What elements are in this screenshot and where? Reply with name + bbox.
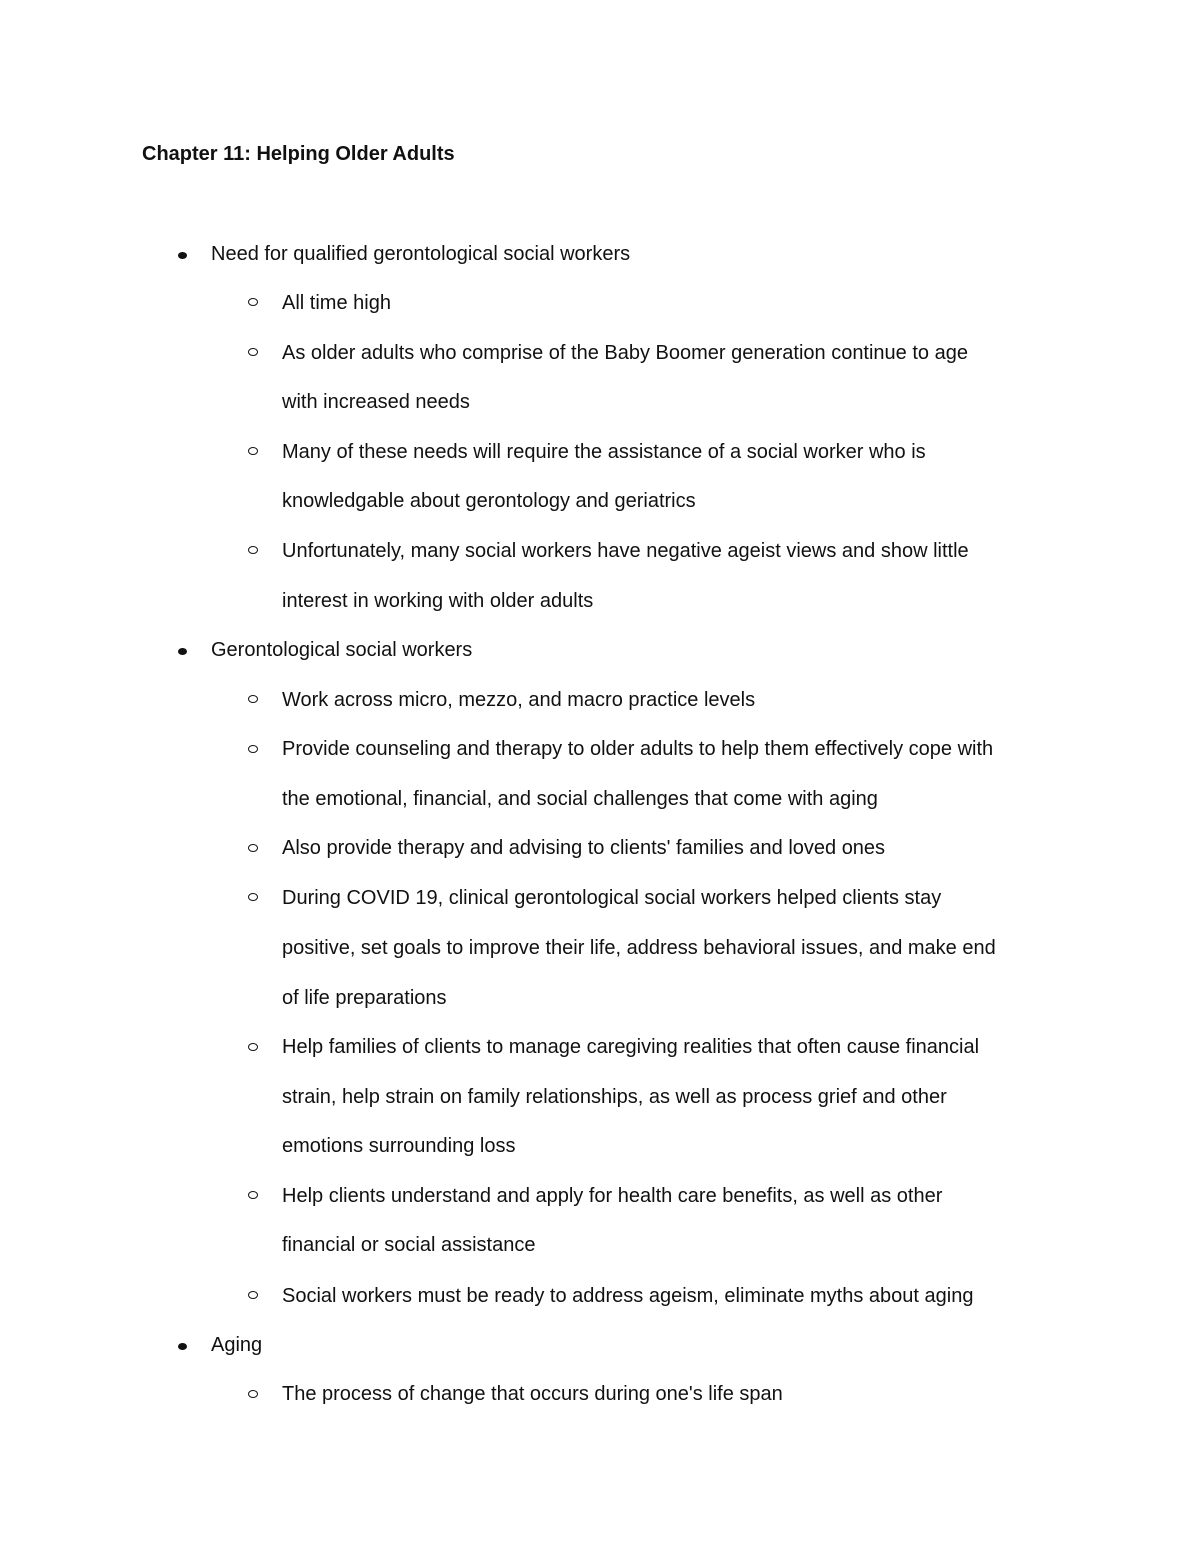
sub-bullet-icon [248, 844, 258, 852]
list-item: Many of these needs will require the assistance of a social worker who is [282, 441, 926, 463]
sub-bullet-icon [248, 893, 258, 901]
list-item: Help clients understand and apply for health care benefits, as well as other [282, 1185, 943, 1207]
bullet-icon [178, 648, 187, 655]
sub-bullet-icon [248, 1043, 258, 1051]
list-item-continuation: positive, set goals to improve their life, address behavioral issues, and make end [282, 937, 996, 959]
section-heading: Aging [211, 1334, 263, 1356]
list-item-continuation: financial or social assistance [282, 1234, 536, 1256]
sub-bullet-icon [248, 1390, 258, 1398]
list-item: As older adults who comprise of the Baby Boomer generation continue to age [282, 342, 968, 364]
list-item-continuation: the emotional, financial, and social challenges that come with aging [282, 788, 878, 810]
list-item: Help families of clients to manage caregiving realities that often cause financial [282, 1036, 980, 1058]
sub-bullet-icon [248, 447, 258, 455]
bullet-icon [178, 1343, 187, 1350]
list-item: Unfortunately, many social workers have negative ageist views and show little [282, 540, 969, 562]
sub-bullet-icon [248, 1191, 258, 1199]
list-item: Provide counseling and therapy to older adults to help them effectively cope with [282, 738, 994, 760]
list-item: Work across micro, mezzo, and macro practice levels [282, 689, 756, 711]
chapter-title: Chapter 11: Helping Older Adults [142, 143, 455, 165]
section-heading: Need for qualified gerontological social workers [211, 243, 631, 265]
sub-bullet-icon [248, 546, 258, 554]
list-item: Social workers must be ready to address ageism, eliminate myths about aging [282, 1285, 974, 1307]
list-item: All time high [282, 292, 391, 314]
sub-bullet-icon [248, 1291, 258, 1299]
list-item: Also provide therapy and advising to clients' families and loved ones [282, 837, 886, 859]
section-heading: Gerontological social workers [211, 639, 473, 661]
list-item-continuation: strain, help strain on family relationships, as well as process grief and other [282, 1086, 947, 1108]
list-item-continuation: with increased needs [282, 391, 470, 413]
sub-bullet-icon [248, 745, 258, 753]
list-item-continuation: knowledgable about gerontology and geriatrics [282, 490, 696, 512]
sub-bullet-icon [248, 348, 258, 356]
list-item-continuation: interest in working with older adults [282, 590, 594, 612]
sub-bullet-icon [248, 298, 258, 306]
sub-bullet-icon [248, 695, 258, 703]
list-item: The process of change that occurs during one's life span [282, 1383, 783, 1405]
list-item: During COVID 19, clinical gerontological social workers helped clients stay [282, 887, 942, 909]
list-item-continuation: emotions surrounding loss [282, 1135, 516, 1157]
list-item-continuation: of life preparations [282, 987, 447, 1009]
bullet-icon [178, 252, 187, 259]
